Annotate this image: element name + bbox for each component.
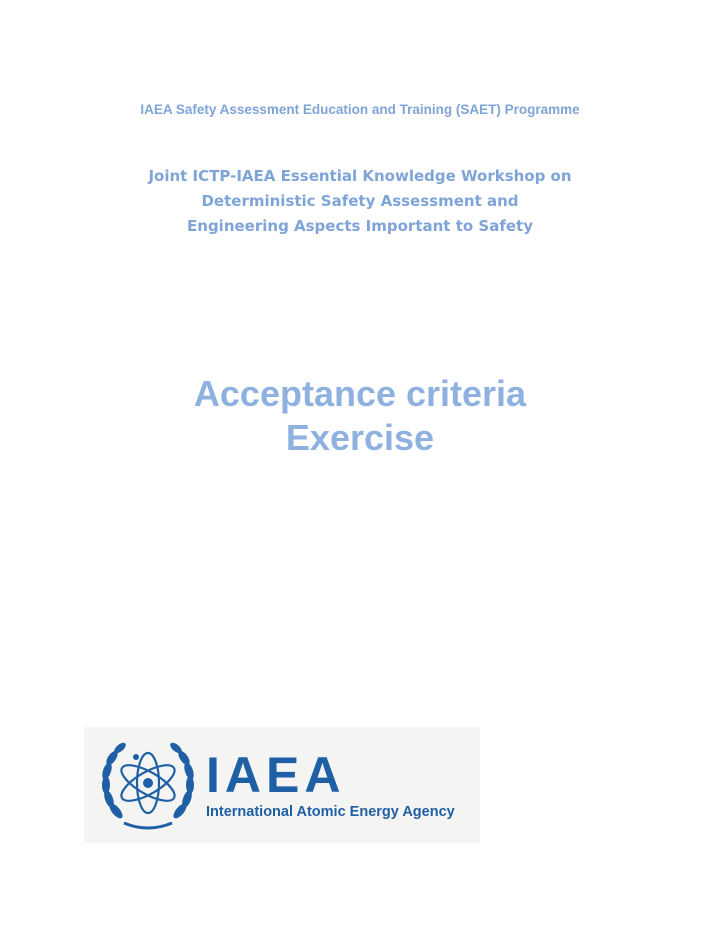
iaea-logo	[84, 727, 480, 843]
iaea-full-name: International Atomic Energy Agency	[206, 804, 455, 820]
iaea-emblem-icon	[96, 733, 200, 837]
workshop-title-line-1: Joint ICTP-IAEA Essential Knowledge Workshop on	[148, 167, 572, 185]
iaea-acronym: IAEA	[206, 747, 346, 803]
workshop-title-line-2: Deterministic Safety Assessment and	[201, 192, 519, 210]
document-title-line-1: Acceptance criteria	[193, 373, 527, 414]
document-title-line-2: Exercise	[285, 417, 435, 458]
workshop-title	[0, 164, 720, 239]
workshop-title-line-3: Engineering Aspects Important to Safety	[187, 217, 533, 235]
document-title	[0, 372, 720, 460]
programme-name: IAEA Safety Assessment Education and Training (SAET) Programme	[140, 102, 580, 117]
